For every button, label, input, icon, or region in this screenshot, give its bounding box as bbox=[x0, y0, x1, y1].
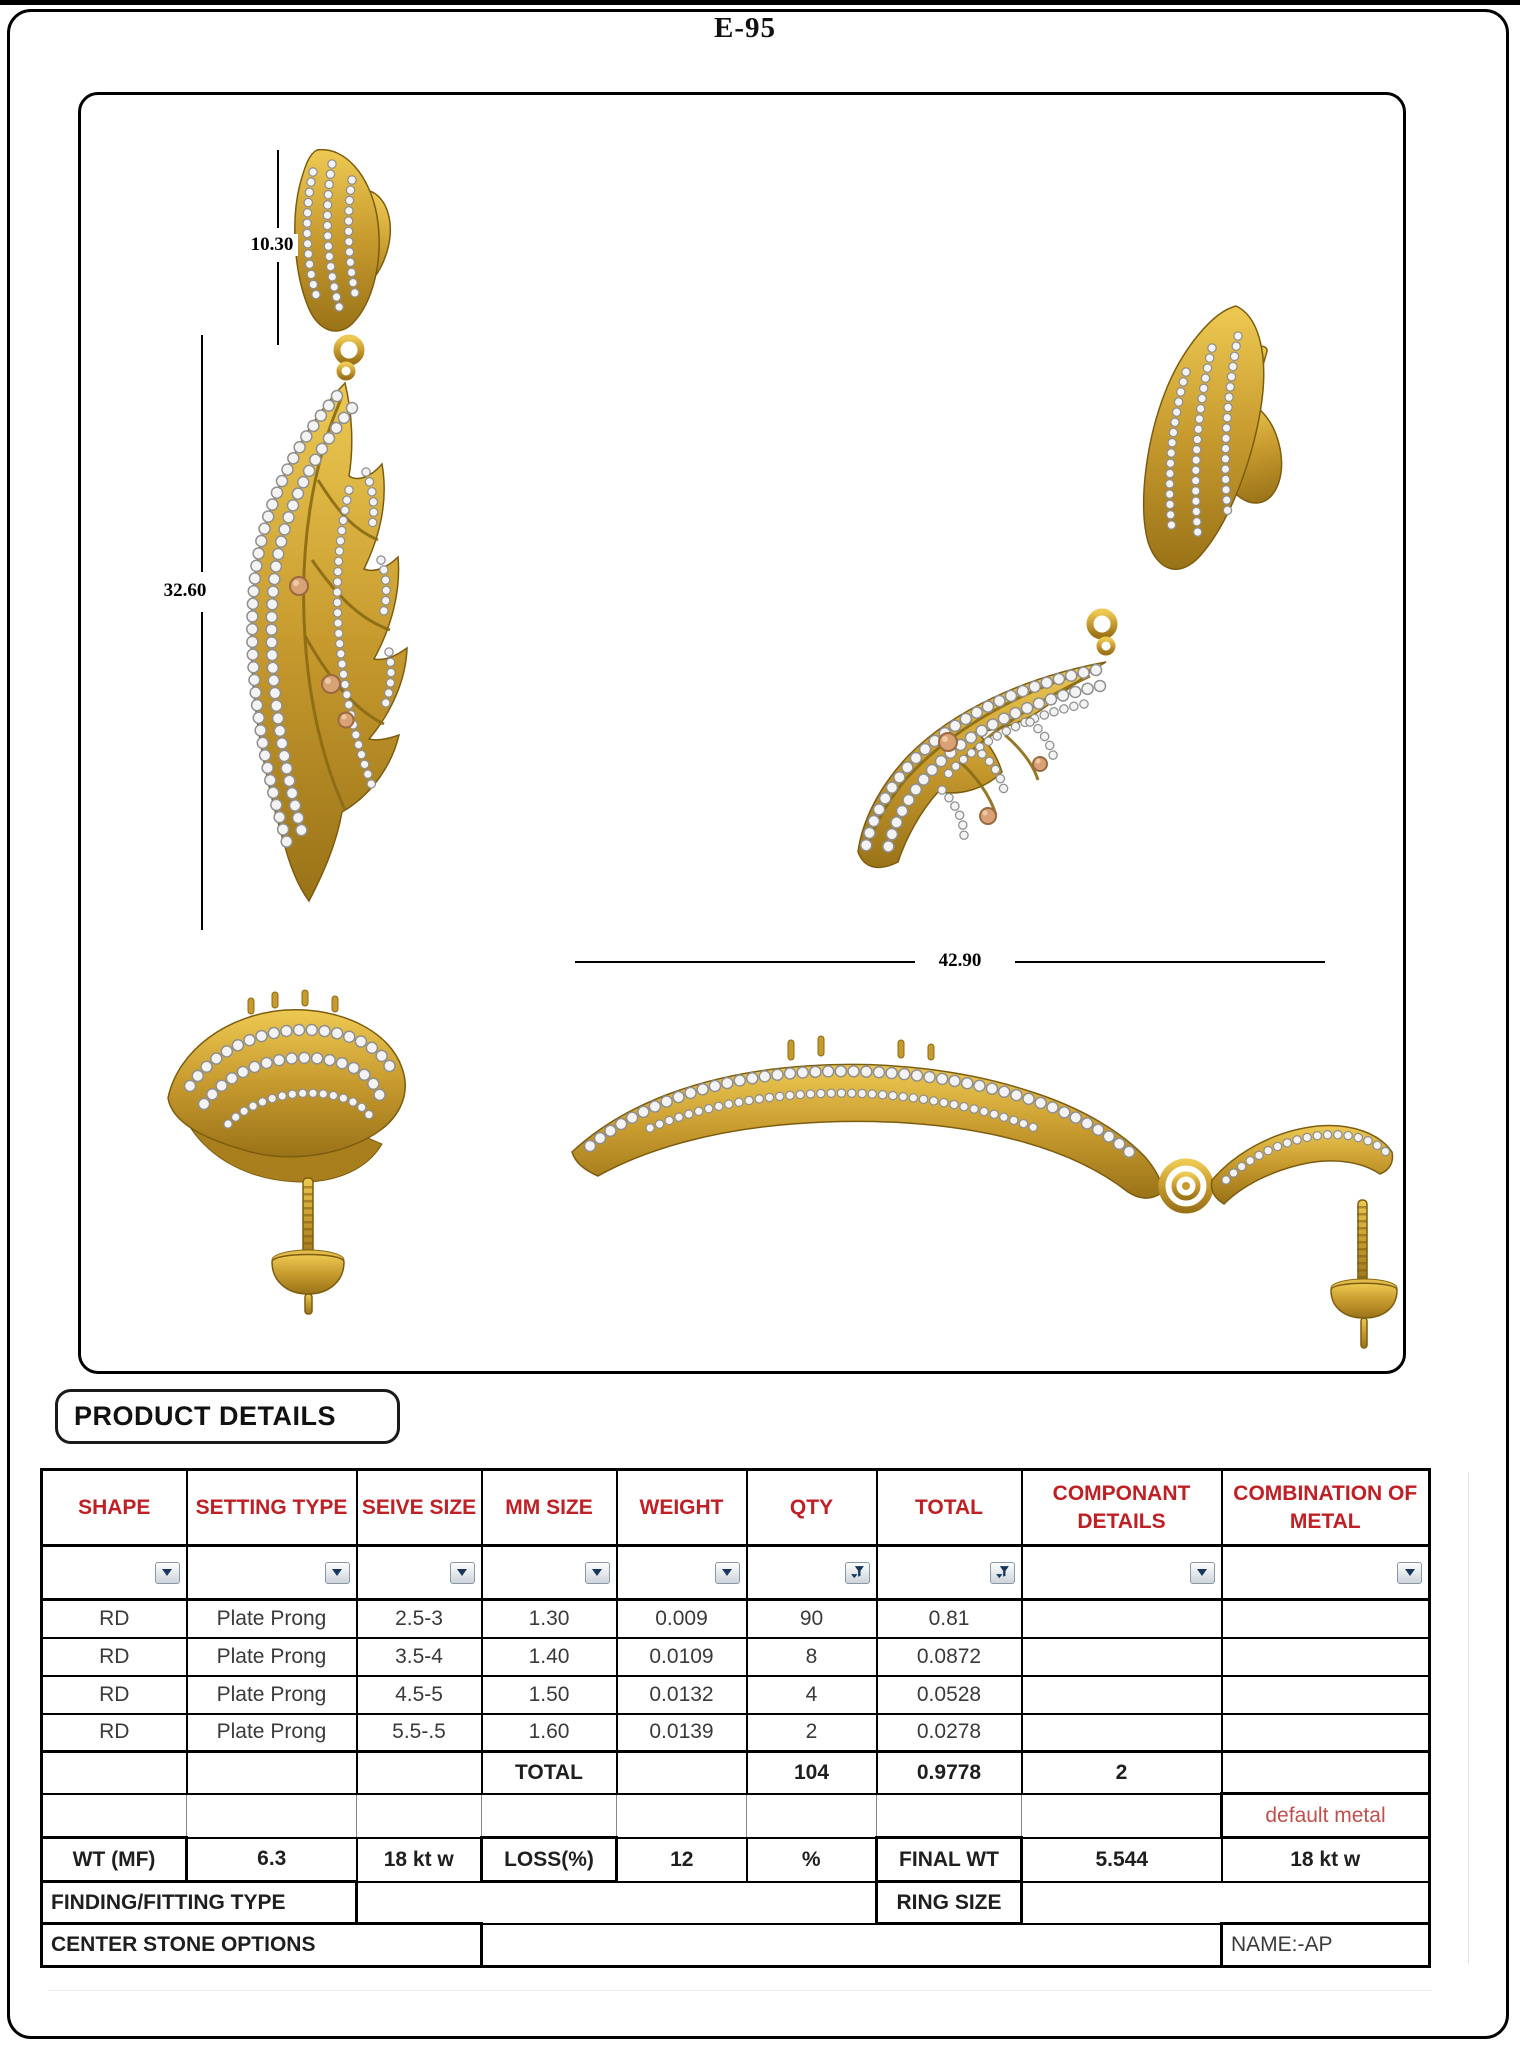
loss-label: LOSS(%) bbox=[482, 1838, 617, 1882]
filter-dropdown-button[interactable] bbox=[1190, 1562, 1215, 1584]
column-header-qty: QTY bbox=[747, 1470, 877, 1546]
cell-mm-size: 1.40 bbox=[482, 1638, 617, 1676]
wt-mf-label: WT (MF) bbox=[42, 1838, 187, 1882]
cell-combination-of-metal bbox=[1222, 1638, 1430, 1676]
cell-total: 0.0872 bbox=[877, 1638, 1022, 1676]
cell-componant-details bbox=[1022, 1714, 1222, 1752]
designer-name: NAME:-AP bbox=[1222, 1924, 1430, 1967]
cell-shape: RD bbox=[42, 1714, 187, 1752]
center-stone-value bbox=[482, 1924, 1222, 1967]
wt-metal: 18 kt w bbox=[357, 1838, 482, 1882]
total-weight: 0.9778 bbox=[877, 1752, 1022, 1794]
filter-dropdown-button[interactable] bbox=[585, 1562, 610, 1584]
product-details-table bbox=[40, 1468, 1431, 1968]
cell-seive-size: 2.5-3 bbox=[357, 1600, 482, 1638]
cell-weight: 0.0139 bbox=[617, 1714, 747, 1752]
dimension-line-width-right bbox=[1015, 961, 1325, 963]
autofilter-row bbox=[42, 1546, 1430, 1600]
cell-seive-size: 5.5-.5 bbox=[357, 1714, 482, 1752]
earring-front-view-render bbox=[251, 150, 407, 901]
cell-combination-of-metal bbox=[1222, 1676, 1430, 1714]
cell-setting-type: Plate Prong bbox=[187, 1600, 357, 1638]
cell-qty: 90 bbox=[747, 1600, 877, 1638]
dimension-line-stud-height-upper bbox=[277, 150, 279, 228]
cell-componant-details bbox=[1022, 1600, 1222, 1638]
table-row bbox=[42, 1714, 1430, 1752]
cell-componant-details bbox=[1022, 1638, 1222, 1676]
dropdown-arrow-icon bbox=[722, 1569, 732, 1576]
dimension-line-drop-height-lower bbox=[201, 612, 203, 930]
filter-dropdown-button[interactable] bbox=[715, 1562, 740, 1584]
funnel-filter-icon bbox=[850, 1565, 865, 1580]
ring-size-value bbox=[1022, 1882, 1430, 1924]
dropdown-arrow-icon bbox=[162, 1569, 172, 1576]
componant-count: 2 bbox=[1022, 1752, 1222, 1794]
filter-funnel-button[interactable] bbox=[845, 1562, 870, 1584]
page-top-rule bbox=[0, 0, 1520, 5]
total-qty: 104 bbox=[747, 1752, 877, 1794]
dimension-label-drop-height: 32.60 bbox=[159, 580, 211, 602]
default-metal-cell: default metal bbox=[1222, 1794, 1430, 1838]
scan-artifact-line bbox=[1468, 1472, 1469, 1964]
column-header-weight: WEIGHT bbox=[617, 1470, 747, 1546]
column-header-setting-type: SETTING TYPE bbox=[187, 1470, 357, 1546]
cell-total: 0.81 bbox=[877, 1600, 1022, 1638]
final-wt-label: FINAL WT bbox=[877, 1838, 1022, 1882]
cell-componant-details bbox=[1022, 1676, 1222, 1714]
cell-weight: 0.009 bbox=[617, 1600, 747, 1638]
cell-qty: 4 bbox=[747, 1676, 877, 1714]
wt-mf-value: 6.3 bbox=[187, 1838, 357, 1882]
dropdown-arrow-icon bbox=[1405, 1569, 1415, 1576]
filter-dropdown-button[interactable] bbox=[450, 1562, 475, 1584]
cell-shape: RD bbox=[42, 1638, 187, 1676]
table-header-row bbox=[42, 1470, 1430, 1546]
filter-dropdown-button[interactable] bbox=[1397, 1562, 1422, 1584]
dropdown-arrow-icon bbox=[592, 1569, 602, 1576]
filter-dropdown-button[interactable] bbox=[155, 1562, 180, 1584]
loss-value: 12 bbox=[617, 1838, 747, 1882]
cell-qty: 2 bbox=[747, 1714, 877, 1752]
cell-seive-size: 3.5-4 bbox=[357, 1638, 482, 1676]
total-label: TOTAL bbox=[482, 1752, 617, 1794]
final-metal: 18 kt w bbox=[1222, 1838, 1430, 1882]
finding-fitting-label: FINDING/FITTING TYPE bbox=[42, 1882, 357, 1924]
cell-weight: 0.0132 bbox=[617, 1676, 747, 1714]
dimension-line-drop-height-upper bbox=[201, 335, 203, 572]
cell-total: 0.0278 bbox=[877, 1714, 1022, 1752]
column-header-componant-details: COMPONANT DETAILS bbox=[1022, 1470, 1222, 1546]
cell-weight: 0.0109 bbox=[617, 1638, 747, 1676]
total-row bbox=[42, 1752, 1430, 1794]
column-header-seive-size: SEIVE SIZE bbox=[357, 1470, 482, 1546]
earring-three-quarter-view-render bbox=[858, 306, 1292, 867]
ring-size-label: RING SIZE bbox=[877, 1882, 1022, 1924]
cell-setting-type: Plate Prong bbox=[187, 1676, 357, 1714]
cell-total: 0.0528 bbox=[877, 1676, 1022, 1714]
scan-artifact-line bbox=[48, 1990, 1432, 1991]
filter-funnel-button[interactable] bbox=[990, 1562, 1015, 1584]
center-stone-label: CENTER STONE OPTIONS bbox=[42, 1924, 482, 1967]
product-details-heading: PRODUCT DETAILS bbox=[55, 1389, 400, 1444]
loss-unit: % bbox=[747, 1838, 877, 1882]
final-wt-value: 5.544 bbox=[1022, 1838, 1222, 1882]
cell-shape: RD bbox=[42, 1676, 187, 1714]
dropdown-arrow-icon bbox=[457, 1569, 467, 1576]
earring-side-profile-render bbox=[572, 1036, 1397, 1348]
table-row bbox=[42, 1600, 1430, 1638]
column-header-combination-of-metal: COMBINATION OF METAL bbox=[1222, 1470, 1430, 1546]
cell-mm-size: 1.30 bbox=[482, 1600, 617, 1638]
cell-mm-size: 1.50 bbox=[482, 1676, 617, 1714]
funnel-filter-icon bbox=[995, 1565, 1010, 1580]
filter-dropdown-button[interactable] bbox=[325, 1562, 350, 1584]
finding-fitting-value bbox=[357, 1882, 877, 1924]
cell-combination-of-metal bbox=[1222, 1600, 1430, 1638]
cell-mm-size: 1.60 bbox=[482, 1714, 617, 1752]
dropdown-arrow-icon bbox=[1197, 1569, 1207, 1576]
dimension-label-stud-height: 10.30 bbox=[246, 234, 298, 256]
center-stone-row bbox=[42, 1924, 1430, 1967]
cell-qty: 8 bbox=[747, 1638, 877, 1676]
design-code-title: E-95 bbox=[714, 12, 776, 44]
column-header-shape: SHAPE bbox=[42, 1470, 187, 1546]
cell-seive-size: 4.5-5 bbox=[357, 1676, 482, 1714]
cell-setting-type: Plate Prong bbox=[187, 1638, 357, 1676]
column-header-mm-size: MM SIZE bbox=[482, 1470, 617, 1546]
column-header-total: TOTAL bbox=[877, 1470, 1022, 1546]
cell-setting-type: Plate Prong bbox=[187, 1714, 357, 1752]
weight-summary-row bbox=[42, 1838, 1430, 1882]
default-metal-row bbox=[42, 1794, 1430, 1838]
table-row bbox=[42, 1676, 1430, 1714]
dropdown-arrow-icon bbox=[332, 1569, 342, 1576]
earring-top-view-render bbox=[168, 990, 405, 1314]
dimension-line-stud-height-lower bbox=[277, 262, 279, 345]
dimension-line-width-left bbox=[575, 961, 915, 963]
table-row bbox=[42, 1638, 1430, 1676]
cell-shape: RD bbox=[42, 1600, 187, 1638]
cell-combination-of-metal bbox=[1222, 1714, 1430, 1752]
dimension-label-total-width: 42.90 bbox=[925, 950, 995, 972]
finding-fitting-row bbox=[42, 1882, 1430, 1924]
